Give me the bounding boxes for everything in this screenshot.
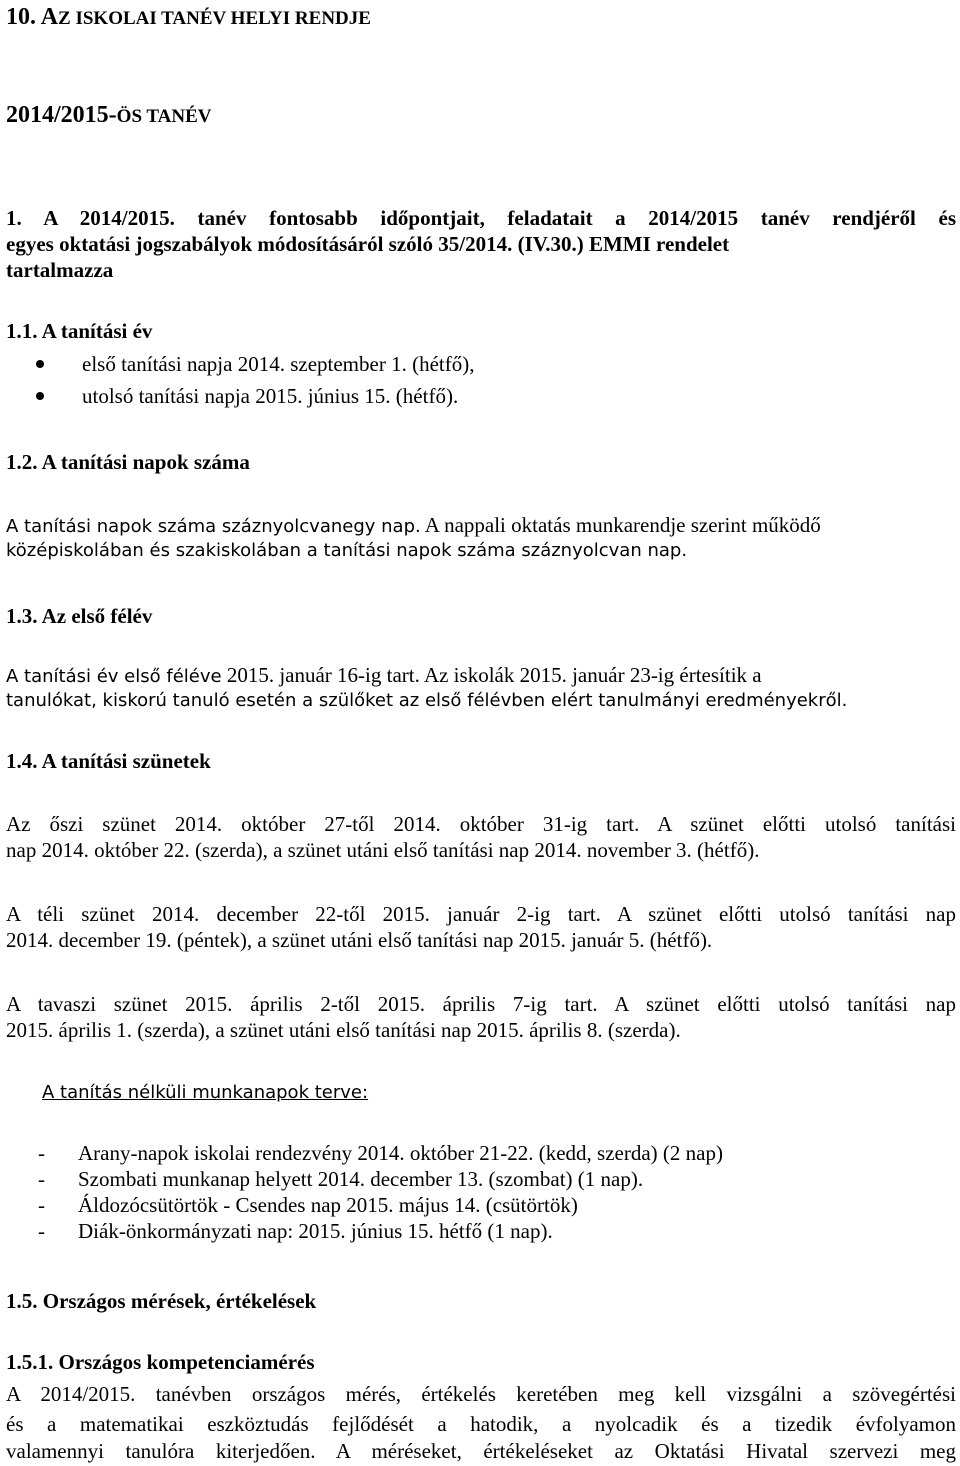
section-1-2-line-1b: A nappali oktatás munkarendje szerint működő	[420, 513, 821, 537]
chapter-number: 10.	[6, 4, 36, 30]
list-item-text: Diák-önkormányzati nap: 2015. június 15. hétfő (1 nap).	[78, 1219, 553, 1243]
section-1-5-title: Országos mérések, értékelések	[42, 1289, 317, 1313]
chapter-title	[6, 2, 956, 34]
section-1-3-number: 1.3.	[6, 604, 38, 628]
spring-break-line-1: A tavaszi szünet 2015. április 2-től 2015. április 7-ig tart. A szünet előtti utolsó tanítási nap	[6, 992, 956, 1016]
section-1-2-line-1	[6, 512, 956, 540]
section-1-2-heading	[6, 449, 956, 475]
chapter-title-rest: Z ISKOLAI TANÉV HELYI RENDJE	[58, 8, 371, 29]
section-1-3-title: Az első félév	[41, 604, 153, 628]
section-1-2-line-2: középiskolában és szakiskolában a tanítási napok száma száznyolcvan nap.	[6, 540, 688, 561]
year-heading-rest: ÖS TANÉV	[116, 106, 212, 127]
section-1-3-heading	[6, 603, 956, 629]
list-item	[6, 1218, 723, 1244]
section-1-4-number: 1.4.	[6, 749, 38, 773]
winter-break-line-2: 2014. december 19. (péntek), a szünet utáni első tanítási nap 2015. január 5. (hétfő).	[6, 928, 713, 952]
list-item-text: Szombati munkanap helyett 2014. december 13. (szombat) (1 nap).	[78, 1167, 644, 1191]
section-1-5-1-line-2: és a matematikai eszköztudás fejlődését a hatodik, a nyolcadik és a tizedik évfolyamon	[6, 1412, 956, 1436]
bullet-item	[6, 380, 474, 412]
dash-marker: -	[38, 1219, 45, 1243]
section-1-3-line-1b: 2015. január 16-ig tart. Az iskolák 2015. január 23-ig értesítik a	[221, 663, 762, 687]
year-heading	[6, 100, 956, 132]
section-1-5-1-line-1: A 2014/2015. tanévben országos mérés, értékelés keretében meg kell vizsgálni a szövegértési	[6, 1382, 956, 1406]
bullet-text: utolsó tanítási napja 2015. június 15. (hétfő).	[82, 384, 459, 408]
list-item	[6, 1166, 723, 1192]
section-1-4-title: A tanítási szünetek	[41, 749, 211, 773]
dash-marker: -	[38, 1167, 45, 1191]
section-1-4-heading	[6, 748, 956, 774]
section-1-1-number: 1.1.	[6, 319, 38, 343]
autumn-break-line-2: nap 2014. október 22. (szerda), a szünet utáni első tanítási nap 2014. november 3. (hétfő).	[6, 838, 760, 862]
dash-marker: -	[38, 1193, 45, 1217]
section-1-2-number: 1.2.	[6, 450, 38, 474]
year-heading-year: 2014/2015-	[6, 102, 117, 128]
list-item	[6, 1140, 723, 1166]
intro-line-1: 1. A 2014/2015. tanév fontosabb időpontjait, feladatait a 2014/2015 tanév rendjéről és	[6, 206, 956, 230]
autumn-break-line-1: Az őszi szünet 2014. október 27-től 2014. október 31-ig tart. A szünet előtti utolsó tanítási	[6, 812, 956, 836]
section-1-5-1-title: Országos kompetenciamérés	[58, 1350, 315, 1374]
dash-marker: -	[38, 1141, 45, 1165]
section-1-5-1-number: 1.5.1.	[6, 1350, 54, 1374]
bullet-item	[6, 348, 474, 380]
list-item-text: Arany-napok iskolai rendezvény 2014. október 21-22. (kedd, szerda) (2 nap)	[78, 1141, 723, 1165]
section-1-5-1-line-3: valamennyi tanulóra kiterjedően. A méréseket, értékeléseket az Oktatási Hivatal szervezi meg	[6, 1439, 956, 1463]
workdays-title: A tanítás nélküli munkanapok terve:	[42, 1082, 369, 1103]
section-1-3-line-1a: A tanítási év első féléve	[6, 666, 222, 687]
list-item	[6, 1192, 723, 1218]
section-1-5-number: 1.5.	[6, 1289, 38, 1313]
chapter-title-initial: A	[40, 4, 59, 30]
spring-break-line-2: 2015. április 1. (szerda), a szünet utáni első tanítási nap 2015. április 8. (szerda).	[6, 1018, 681, 1042]
winter-break-line-1: A téli szünet 2014. december 22-től 2015. január 2-ig tart. A szünet előtti utolsó tanítási nap	[6, 902, 956, 926]
section-1-5-1-heading	[6, 1349, 956, 1375]
section-1-3-line-2: tanulókat, kiskorú tanuló esetén a szülőket az első félévben elért tanulmányi eredményekről.	[6, 690, 848, 711]
bullet-text: első tanítási napja 2014. szeptember 1. (hétfő),	[82, 352, 475, 376]
workdays-list	[6, 1140, 723, 1244]
section-1-5-heading	[6, 1288, 956, 1314]
intro-line-2: egyes oktatási jogszabályok módosításáról szóló 35/2014. (IV.30.) EMMI rendelet	[6, 232, 730, 256]
section-1-3-line-1	[6, 662, 956, 690]
section-1-1-heading	[6, 318, 956, 344]
intro-line-3: tartalmazza	[6, 258, 114, 282]
list-item-text: Áldozócsütörtök - Csendes nap 2015. május 14. (csütörtök)	[78, 1193, 578, 1217]
section-1-1-bullets	[6, 348, 474, 412]
section-1-1-title: A tanítási év	[41, 319, 153, 343]
section-1-2-title: A tanítási napok száma	[41, 450, 250, 474]
section-1-2-line-1a: A tanítási napok száma száznyolcvanegy nap.	[6, 516, 421, 537]
bullet-dot-icon	[36, 360, 44, 368]
bullet-dot-icon	[36, 392, 44, 400]
